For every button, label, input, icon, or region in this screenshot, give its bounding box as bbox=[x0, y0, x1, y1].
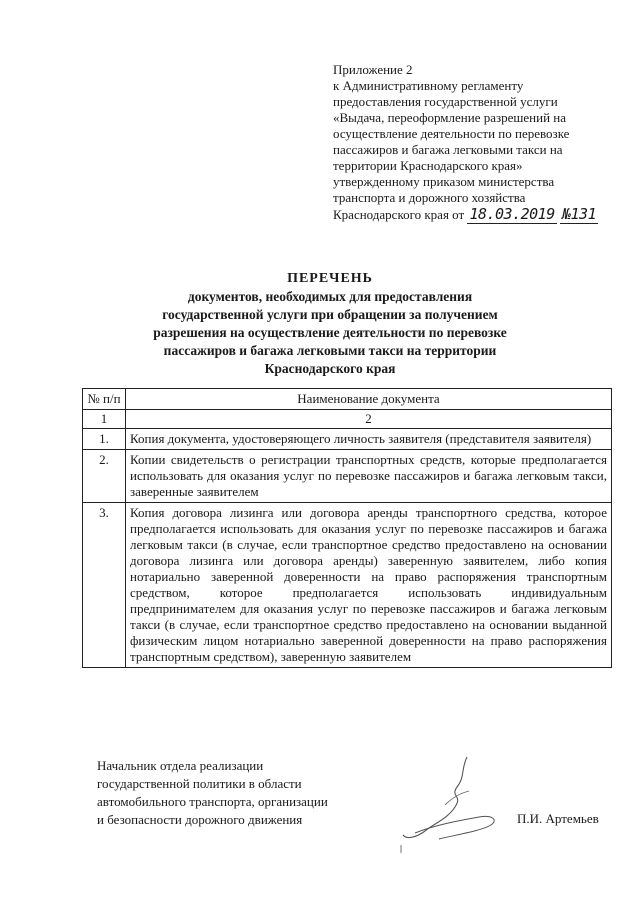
row-number: 1. bbox=[83, 429, 126, 450]
table-row bbox=[83, 429, 612, 450]
row-description: Копия документа, удостоверяющего личность заявителя (представителя заявителя) bbox=[126, 429, 612, 450]
table-row bbox=[83, 503, 612, 668]
appendix-line: предоставления государственной услуги bbox=[333, 94, 558, 109]
header-number: № п/п bbox=[83, 389, 126, 410]
table-index-row bbox=[83, 410, 612, 429]
appendix-line: осуществление деятельности по перевозке bbox=[333, 126, 570, 141]
title-main: ПЕРЕЧЕНЬ bbox=[287, 271, 373, 286]
row-description: Копия договора лизинга или договора аренды транспортного средства, которое предполагается использовать для оказания услуг по перевозке пассажиров и багажа легковым такси (в случае, если транспортное средство предоставлено на основании договора лизинга или договора аренды) заверенную заявителем, либо копия нотариально заверенной доверенности на право распоряжения транспортным средством, которое предполагается использовать индивидуальным предпринимателем для оказания услуг по перевозке пассажиров и багажа легковым такси (в случае, если транспортное средство предоставлено на основании выданной физическим лицом нотариально заверенной доверенности на право распоряжения транспортным средством), заверенную заявителем bbox=[126, 503, 612, 668]
index-cell: 2 bbox=[126, 410, 612, 429]
position-line: государственной политики в области bbox=[97, 776, 302, 791]
handwritten-signature bbox=[395, 745, 510, 855]
position-line: и безопасности дорожного движения bbox=[97, 812, 303, 827]
documents-table bbox=[82, 388, 612, 668]
header-document-name: Наименование документа bbox=[126, 389, 612, 410]
appendix-line: «Выдача, переоформление разрешений на bbox=[333, 110, 567, 125]
signatory-position bbox=[97, 757, 397, 829]
appendix-block bbox=[333, 62, 623, 223]
title-line: документов, необходимых для предоставления bbox=[187, 289, 473, 304]
title-line: разрешения на осуществление деятельности по перевозке bbox=[153, 325, 507, 340]
position-line: Начальник отдела реализации bbox=[97, 758, 264, 773]
row-number: 3. bbox=[83, 503, 126, 668]
table-header-row bbox=[83, 389, 612, 410]
table-row bbox=[83, 450, 612, 503]
title-line: государственной услуги при обращении за получением bbox=[162, 307, 498, 322]
appendix-line: к Административному регламенту bbox=[333, 78, 524, 93]
signer-name: П.И. Артемьев bbox=[517, 811, 599, 826]
title-line: пассажиров и багажа легковыми такси на территории bbox=[163, 343, 497, 358]
row-description: Копии свидетельств о регистрации транспортных средств, которые предполагается использовать для оказания услуг по перевозке пассажиров и багажа легковым такси, заверенные заявителем bbox=[126, 450, 612, 503]
appendix-line: Приложение 2 bbox=[333, 62, 413, 77]
index-cell: 1 bbox=[83, 410, 126, 429]
appendix-line: утвержденному приказом министерства bbox=[333, 174, 555, 189]
date-prefix: Краснодарского края от bbox=[333, 207, 465, 222]
handwritten-number: №131 bbox=[562, 205, 597, 223]
position-line: автомобильного транспорта, организации bbox=[97, 794, 328, 809]
approval-date-line bbox=[333, 207, 598, 222]
title-line: Краснодарского края bbox=[264, 361, 396, 376]
appendix-line: пассажиров и багажа легковыми такси на bbox=[333, 142, 563, 157]
appendix-line: транспорта и дорожного хозяйства bbox=[333, 190, 526, 205]
handwritten-date: 18.03.2019 bbox=[469, 205, 555, 223]
appendix-line: территории Краснодарского края» bbox=[333, 158, 523, 173]
row-number: 2. bbox=[83, 450, 126, 503]
document-title bbox=[120, 270, 540, 378]
